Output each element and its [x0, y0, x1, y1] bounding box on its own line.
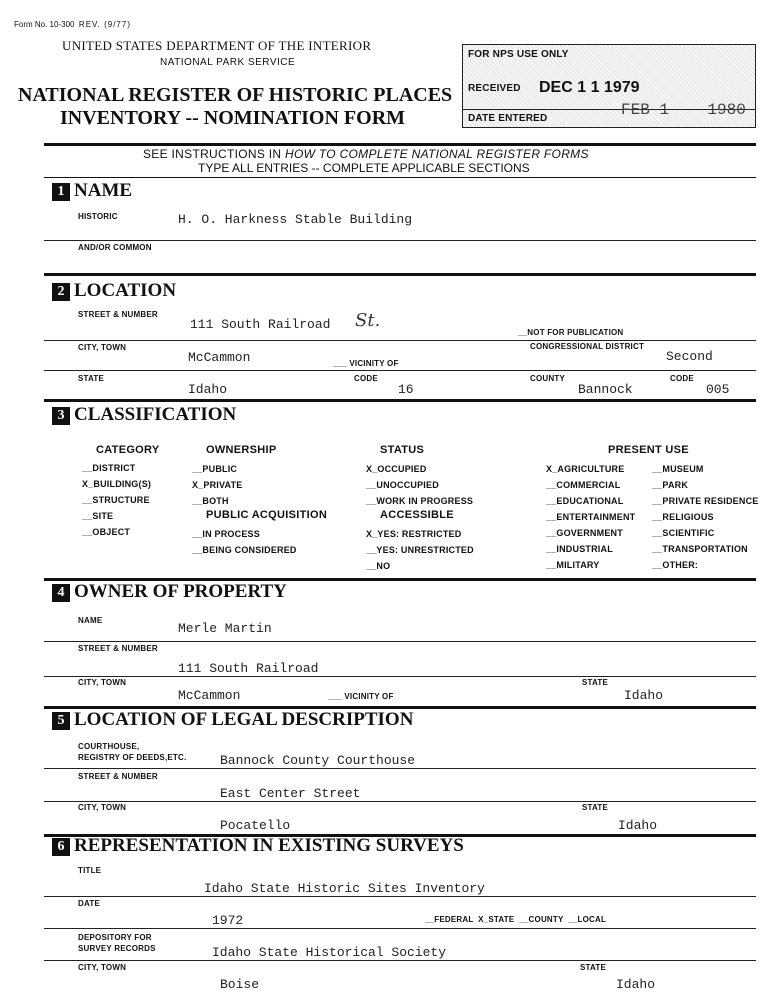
county-code-value: 005	[706, 382, 730, 397]
owner-state-label: STATE	[582, 678, 609, 687]
common-name-label: AND/OR COMMON	[78, 243, 152, 252]
status-heading: STATUS	[380, 444, 425, 456]
category-object[interactable]: __OBJECT	[82, 527, 131, 537]
instructions-line2: TYPE ALL ENTRIES -- COMPLETE APPLICABLE SECTIONS	[198, 161, 530, 175]
use-industrial[interactable]: __INDUSTRIAL	[546, 544, 613, 554]
survey-date-label: DATE	[78, 899, 100, 908]
category-district[interactable]: __DISTRICT	[82, 463, 136, 473]
not-for-publication-label: __NOT FOR PUBLICATION	[518, 328, 624, 337]
city-value: McCammon	[188, 350, 251, 365]
survey-city-value: Boise	[220, 977, 260, 992]
use-commercial[interactable]: __COMMERCIAL	[546, 480, 621, 490]
use-religious[interactable]: __RELIGIOUS	[652, 512, 714, 522]
section-4-title: OWNER OF PROPERTY	[74, 581, 287, 602]
use-museum[interactable]: __MUSEUM	[652, 464, 704, 474]
owner-name-label: NAME	[78, 616, 103, 625]
service-name: NATIONAL PARK SERVICE	[160, 57, 296, 68]
nps-use-box	[462, 44, 756, 128]
accessible-restricted[interactable]: X_YES: RESTRICTED	[366, 529, 462, 539]
status-work-in-progress[interactable]: __WORK IN PROGRESS	[366, 496, 474, 506]
survey-state-value: Idaho	[616, 977, 656, 992]
instructions-line1: SEE INSTRUCTIONS IN HOW TO COMPLETE NATIONAL REGISTER FORMS	[143, 147, 589, 161]
legal-state-label: STATE	[582, 803, 609, 812]
section-6-title: REPRESENTATION IN EXISTING SURVEYS	[74, 835, 464, 856]
owner-city-label: CITY, TOWN	[78, 678, 127, 687]
category-structure[interactable]: __STRUCTURE	[82, 495, 150, 505]
legal-state-value: Idaho	[618, 818, 658, 833]
ownership-public[interactable]: __PUBLIC	[192, 464, 238, 474]
use-private-residence[interactable]: __PRIVATE RESIDENCE	[652, 496, 759, 506]
section-1-title: NAME	[74, 180, 133, 201]
ownership-private[interactable]: X_PRIVATE	[192, 480, 243, 490]
section-3-number: 3	[52, 407, 70, 425]
form-title-line2: INVENTORY -- NOMINATION FORM	[60, 107, 406, 129]
courthouse-value: Bannock County Courthouse	[220, 753, 416, 768]
survey-date-value: 1972	[212, 913, 244, 928]
section-2-title: LOCATION	[74, 280, 177, 301]
use-scientific[interactable]: __SCIENTIFIC	[652, 528, 715, 538]
form-number: Form No. 10-300 REV. (9/77)	[14, 20, 131, 29]
legal-street-label: STREET & NUMBER	[78, 772, 158, 781]
section-2-number: 2	[52, 283, 70, 301]
congressional-district-label: CONGRESSIONAL DISTRICT	[530, 342, 645, 351]
owner-street-value: 111 South Railroad	[178, 661, 319, 676]
owner-street-label: STREET & NUMBER	[78, 644, 158, 653]
owner-state-value: Idaho	[624, 688, 664, 703]
legal-city-value: Pocatello	[220, 818, 291, 833]
legal-city-label: CITY, TOWN	[78, 803, 127, 812]
accessible-no[interactable]: __NO	[366, 561, 391, 571]
county-value: Bannock	[578, 382, 633, 397]
section-5-title: LOCATION OF LEGAL DESCRIPTION	[74, 709, 414, 730]
date-entered-stamp: FEB 1 1980	[621, 101, 746, 119]
status-occupied[interactable]: X_OCCUPIED	[366, 464, 427, 474]
county-code-label: CODE	[670, 374, 694, 383]
date-entered-label: DATE ENTERED	[468, 113, 548, 124]
use-government[interactable]: __GOVERNMENT	[546, 528, 623, 538]
legal-street-value: East Center Street	[220, 786, 361, 801]
vicinity-label: ___ VICINITY OF	[333, 359, 399, 368]
received-label: RECEIVED	[468, 83, 521, 94]
use-transportation[interactable]: __TRANSPORTATION	[652, 544, 748, 554]
use-educational[interactable]: __EDUCATIONAL	[546, 496, 624, 506]
use-entertainment[interactable]: __ENTERTAINMENT	[546, 512, 636, 522]
category-site[interactable]: __SITE	[82, 511, 114, 521]
use-military[interactable]: __MILITARY	[546, 560, 600, 570]
county-label: COUNTY	[530, 374, 565, 383]
historic-name-value: H. O. Harkness Stable Building	[178, 212, 413, 227]
section-6-number: 6	[52, 838, 70, 856]
form-title-line1: NATIONAL REGISTER OF HISTORIC PLACES	[18, 84, 453, 106]
section-3-title: CLASSIFICATION	[74, 404, 237, 425]
code-label: CODE	[354, 374, 378, 383]
street-value: 111 South Railroad	[190, 317, 331, 332]
section-5-number: 5	[52, 712, 70, 730]
accessible-unrestricted[interactable]: __YES: UNRESTRICTED	[366, 545, 474, 555]
department-name: UNITED STATES DEPARTMENT OF THE INTERIOR	[62, 38, 372, 53]
historic-label: HISTORIC	[78, 212, 118, 221]
present-use-heading: PRESENT USE	[608, 444, 689, 456]
depository-label: DEPOSITORY FOR SURVEY RECORDS	[78, 933, 156, 953]
received-stamp: DEC 1 1 1979	[539, 79, 640, 96]
survey-title-label: TITLE	[78, 866, 102, 875]
survey-city-label: CITY, TOWN	[78, 963, 127, 972]
state-value: Idaho	[188, 382, 228, 397]
street-handwritten: St.	[355, 310, 381, 331]
acquisition-being-considered[interactable]: __BEING CONSIDERED	[192, 545, 297, 555]
owner-name-value: Merle Martin	[178, 621, 272, 636]
survey-levels: __FEDERAL X_STATE __COUNTY __LOCAL	[425, 915, 607, 924]
public-acquisition-heading: PUBLIC ACQUISITION	[206, 509, 328, 521]
courthouse-label: COURTHOUSE, REGISTRY OF DEEDS,ETC.	[78, 742, 187, 762]
status-unoccupied[interactable]: __UNOCCUPIED	[366, 480, 439, 490]
use-park[interactable]: __PARK	[652, 480, 689, 490]
survey-state-label: STATE	[580, 963, 607, 972]
section-1-number: 1	[52, 183, 70, 201]
survey-title-value: Idaho State Historic Sites Inventory	[204, 881, 485, 896]
acquisition-in-process[interactable]: __IN PROCESS	[192, 529, 260, 539]
ownership-both[interactable]: __BOTH	[192, 496, 229, 506]
city-town-label: CITY, TOWN	[78, 343, 127, 352]
congressional-district-value: Second	[666, 349, 713, 364]
street-number-label: STREET & NUMBER	[78, 310, 158, 319]
category-buildings[interactable]: X_BUILDING(S)	[82, 479, 152, 489]
depository-value: Idaho State Historical Society	[212, 945, 447, 960]
section-4-number: 4	[52, 584, 70, 602]
category-heading: CATEGORY	[96, 444, 160, 456]
accessible-heading: ACCESSIBLE	[380, 509, 454, 521]
owner-vicinity-label: ___ VICINITY OF	[328, 692, 394, 701]
use-agriculture[interactable]: X_AGRICULTURE	[546, 464, 625, 474]
state-code-value: 16	[398, 382, 414, 397]
state-label: STATE	[78, 374, 105, 383]
use-other[interactable]: __OTHER:	[652, 560, 699, 570]
ownership-heading: OWNERSHIP	[206, 444, 277, 456]
owner-city-value: McCammon	[178, 688, 241, 703]
nps-use-label: FOR NPS USE ONLY	[468, 49, 569, 60]
